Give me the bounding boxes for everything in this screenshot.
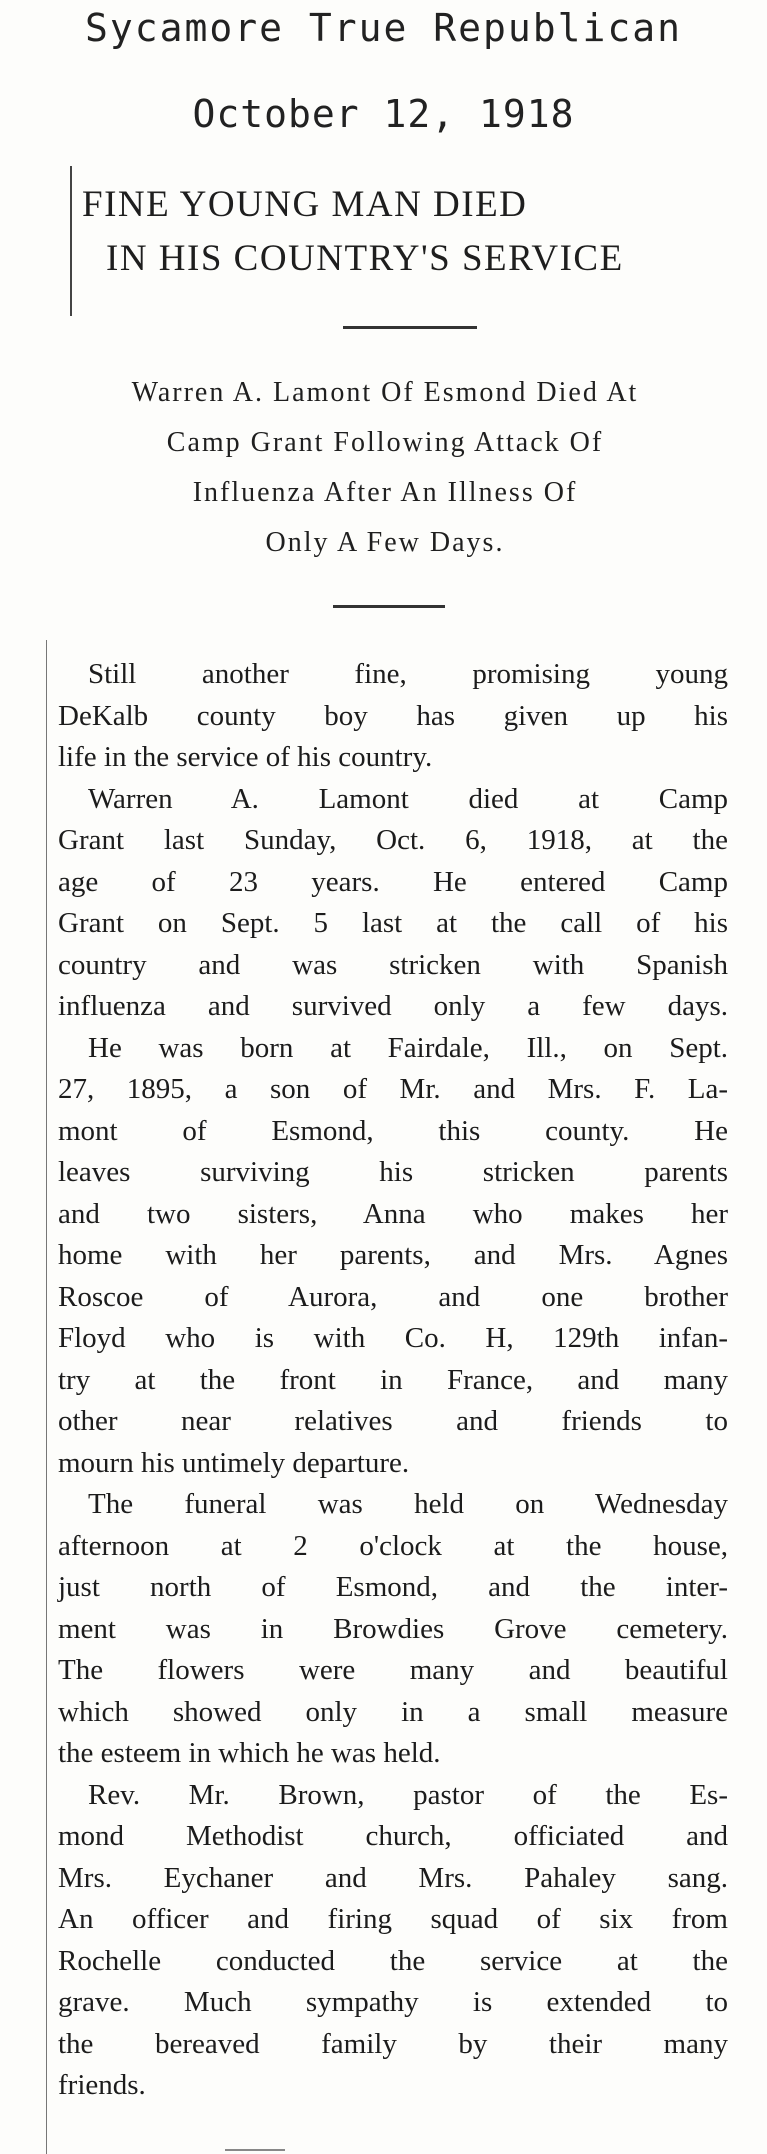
subhead-line: Camp Grant Following Attack Of xyxy=(166,427,604,458)
subheadline xyxy=(60,368,710,568)
publication-name: Sycamore True Republican xyxy=(84,6,683,50)
text-line: and two sisters, Anna who makes her xyxy=(58,1197,728,1230)
publication-date: October 12, 1918 xyxy=(192,92,575,136)
text-line: Warren A. Lamont died at Camp xyxy=(88,782,728,815)
text-line: mont of Esmond, this county. He xyxy=(58,1114,728,1147)
subhead-divider xyxy=(333,605,445,608)
text-line: DeKalb county boy has given up his xyxy=(58,699,728,732)
headline xyxy=(82,178,624,286)
paragraph-5 xyxy=(58,1775,728,2107)
text-line: He was born at Fairdale, Ill., on Sept. xyxy=(88,1031,728,1064)
paragraph-3 xyxy=(58,1028,728,1485)
text-line: 27, 1895, a son of Mr. and Mrs. F. La- xyxy=(58,1073,728,1105)
text-line: leaves surviving his stricken parents xyxy=(58,1156,728,1188)
headline-divider xyxy=(343,326,477,329)
clipping-edge-top xyxy=(70,166,72,316)
text-line: life in the service of his country. xyxy=(58,741,433,773)
text-line: The funeral was held on Wednesday xyxy=(88,1488,728,1520)
text-line: try at the front in France, and many xyxy=(58,1363,728,1396)
text-line: Floyd who is with Co. H, 129th infan- xyxy=(58,1322,728,1354)
text-line: country and was stricken with Spanish xyxy=(58,948,728,981)
text-line: The flowers were many and beautiful xyxy=(58,1654,728,1686)
subhead-line: Influenza After An Illness Of xyxy=(192,477,578,508)
headline-line-2: IN HIS COUNTRY'S SERVICE xyxy=(106,238,624,279)
subhead-line: Warren A. Lamont Of Esmond Died At xyxy=(131,377,639,408)
text-line: mourn his untimely departure. xyxy=(58,1446,410,1479)
clipping-edge-left xyxy=(46,640,47,2154)
text-line: An officer and firing squad of six from xyxy=(58,1903,728,1935)
text-line: afternoon at 2 o'clock at the house, xyxy=(58,1529,728,1562)
text-line: influenza and survived only a few days. xyxy=(58,990,728,1022)
text-line: home with her parents, and Mrs. Agnes xyxy=(58,1239,728,1271)
paragraph-2 xyxy=(58,779,728,1028)
text-line: just north of Esmond, and the inter- xyxy=(58,1571,728,1603)
text-line: Rochelle conducted the service at the xyxy=(58,1944,728,1977)
text-line: the bereaved family by their many xyxy=(58,2027,728,2060)
text-line: mond Methodist church, officiated and xyxy=(58,1820,728,1852)
text-line: ment was in Browdies Grove cemetery. xyxy=(58,1612,728,1645)
text-line: grave. Much sympathy is extended to xyxy=(58,1986,728,2018)
text-line: which showed only in a small measure xyxy=(58,1695,728,1728)
article-body xyxy=(58,654,728,2107)
end-divider xyxy=(225,2149,285,2151)
paragraph-4 xyxy=(58,1484,728,1775)
text-line: other near relatives and friends to xyxy=(58,1405,728,1437)
headline-line-1: FINE YOUNG MAN DIED xyxy=(82,184,528,225)
subhead-line: Only A Few Days. xyxy=(265,527,505,558)
text-line: the esteem in which he was held. xyxy=(58,1737,441,1769)
text-line: Roscoe of Aurora, and one brother xyxy=(58,1280,728,1313)
text-line: Mrs. Eychaner and Mrs. Pahaley sang. xyxy=(58,1861,728,1894)
paragraph-1 xyxy=(58,654,728,779)
text-line: Still another fine, promising young xyxy=(88,658,728,690)
text-line: age of 23 years. He entered Camp xyxy=(58,865,728,898)
text-line: Rev. Mr. Brown, pastor of the Es- xyxy=(88,1778,728,1811)
text-line: friends. xyxy=(58,2069,146,2101)
text-line: Grant on Sept. 5 last at the call of his xyxy=(58,907,728,939)
text-line: Grant last Sunday, Oct. 6, 1918, at the xyxy=(58,824,728,856)
